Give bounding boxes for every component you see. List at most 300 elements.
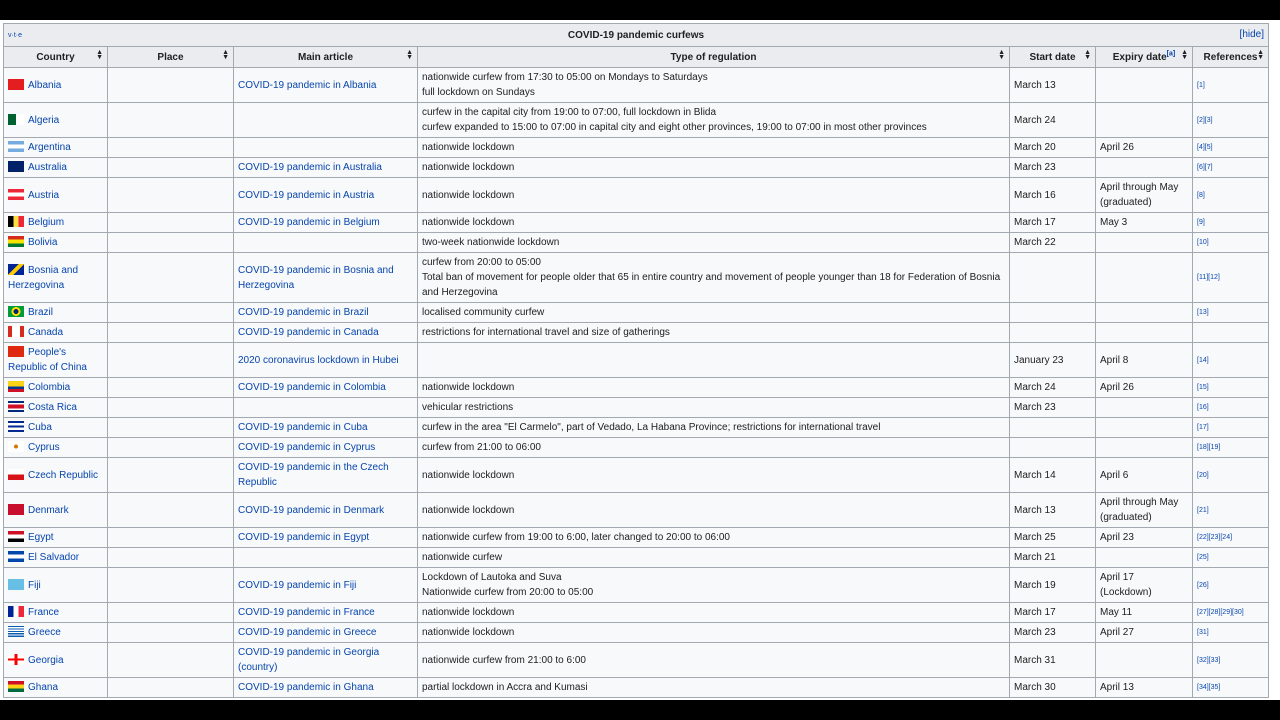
flag-icon xyxy=(8,216,24,227)
table-row xyxy=(4,623,1269,643)
start-date-cell: March 19 xyxy=(1010,568,1096,603)
place-cell xyxy=(108,528,234,548)
expiry-date-cell xyxy=(1096,323,1193,343)
table-title: COVID-19 pandemic curfews xyxy=(567,29,705,41)
main-article-cell xyxy=(234,178,418,213)
reference-link[interactable]: [25] xyxy=(1197,554,1209,561)
references-cell xyxy=(1193,568,1269,603)
place-cell xyxy=(108,678,234,698)
main-article-cell xyxy=(234,303,418,323)
table-row xyxy=(4,323,1269,343)
references-cell xyxy=(1193,493,1269,528)
main-article-link[interactable]: COVID-19 pandemic in Georgia (country) xyxy=(238,647,380,673)
regulation-cell xyxy=(418,303,1010,323)
expiry-date-cell xyxy=(1096,303,1193,323)
country-cell xyxy=(4,178,108,213)
flag-icon xyxy=(8,531,24,542)
table-row xyxy=(4,493,1269,528)
reference-link[interactable]: [1] xyxy=(1197,81,1205,89)
main-article-cell xyxy=(234,68,418,103)
expiry-date-cell xyxy=(1096,438,1193,458)
references-cell xyxy=(1193,253,1269,303)
place-cell xyxy=(108,438,234,458)
references-cell xyxy=(1193,603,1269,623)
references-cell xyxy=(1193,343,1269,378)
main-article-link[interactable]: COVID-19 pandemic in Albania xyxy=(238,79,377,91)
col-country-label: Country xyxy=(36,51,75,63)
country-link[interactable]: Fiji xyxy=(28,579,41,591)
country-link[interactable]: Algeria xyxy=(28,114,60,126)
main-article-link[interactable]: COVID-19 pandemic in Ghana xyxy=(238,682,374,693)
regulation-cell xyxy=(418,253,1010,303)
country-link[interactable]: Colombia xyxy=(28,382,71,393)
country-link[interactable]: Greece xyxy=(28,627,61,638)
expiry-note-link[interactable]: [a] xyxy=(1166,50,1176,58)
country-cell xyxy=(4,438,108,458)
references-cell xyxy=(1193,213,1269,233)
start-date-cell xyxy=(1010,323,1096,343)
flag-icon xyxy=(8,681,24,692)
expiry-date-cell xyxy=(1096,643,1193,678)
place-cell xyxy=(108,343,234,378)
table-row xyxy=(4,343,1269,378)
main-article-cell xyxy=(234,548,418,568)
references-cell xyxy=(1193,528,1269,548)
sort-icon[interactable]: ▲ ▼ xyxy=(222,49,229,61)
start-date-cell: March 17 xyxy=(1010,213,1096,233)
main-article-cell xyxy=(234,233,418,253)
country-link[interactable]: El Salvador xyxy=(28,552,80,563)
expiry-date-cell: May 3 xyxy=(1096,213,1193,233)
regulation-text: curfew expanded to 15:00 to 07:00 in capital city and eight other provinces, 19:00 to 07:00 in most other provinces xyxy=(422,122,927,133)
regulation-text: nationwide lockdown xyxy=(422,217,515,228)
flag-icon xyxy=(8,189,24,200)
start-date-cell: March 21 xyxy=(1010,548,1096,568)
flag-icon xyxy=(8,626,24,637)
main-article-link[interactable]: COVID-19 pandemic in Denmark xyxy=(238,504,385,516)
main-article-link[interactable]: COVID-19 pandemic in Cyprus xyxy=(238,442,376,453)
start-date-cell: March 23 xyxy=(1010,398,1096,418)
expiry-date-cell: April 13 xyxy=(1096,678,1193,698)
main-article-cell xyxy=(234,158,418,178)
reference-link[interactable]: [10] xyxy=(1197,239,1209,246)
start-date-cell: March 23 xyxy=(1010,623,1096,643)
references-cell xyxy=(1193,378,1269,398)
reference-link[interactable]: [21] xyxy=(1197,506,1209,514)
expiry-date-cell: April 23 xyxy=(1096,528,1193,548)
place-cell xyxy=(108,138,234,158)
main-article-cell xyxy=(234,678,418,698)
country-cell xyxy=(4,303,108,323)
regulation-text: vehicular restrictions xyxy=(422,402,514,413)
references-cell xyxy=(1193,233,1269,253)
references-cell xyxy=(1193,323,1269,343)
expiry-date-cell xyxy=(1096,103,1193,138)
expiry-date-cell xyxy=(1096,233,1193,253)
col-main-article[interactable] xyxy=(234,47,418,68)
country-link[interactable]: Albania xyxy=(28,79,62,91)
flag-icon xyxy=(8,141,24,152)
sort-icon[interactable]: ▲ ▼ xyxy=(1084,49,1091,61)
country-cell xyxy=(4,493,108,528)
country-link[interactable]: Czech Republic xyxy=(28,469,99,481)
regulation-cell xyxy=(418,568,1010,603)
regulation-text: nationwide lockdown xyxy=(422,189,515,201)
country-cell xyxy=(4,568,108,603)
main-article-cell xyxy=(234,438,418,458)
main-article-cell xyxy=(234,138,418,158)
expiry-date-cell: April through May (graduated) xyxy=(1096,178,1193,213)
regulation-text: localised community curfew xyxy=(422,307,545,318)
vte-links[interactable]: v·t·e xyxy=(8,32,22,39)
place-cell xyxy=(108,213,234,233)
main-article-cell xyxy=(234,643,418,678)
expiry-date-cell: April through May (graduated) xyxy=(1096,493,1193,528)
regulation-text: nationwide lockdown xyxy=(422,627,515,638)
hide-button[interactable]: [hide] xyxy=(1239,29,1265,40)
country-link[interactable]: Austria xyxy=(28,189,60,201)
main-article-link[interactable]: 2020 coronavirus lockdown in Hubei xyxy=(238,354,399,366)
country-cell xyxy=(4,418,108,438)
col-type[interactable] xyxy=(418,47,1010,68)
reference-link[interactable]: [14] xyxy=(1197,356,1209,364)
table-row xyxy=(4,253,1269,303)
sort-icon[interactable]: ▲ ▼ xyxy=(96,49,103,61)
main-article-link[interactable]: COVID-19 pandemic in Colombia xyxy=(238,382,386,393)
place-cell xyxy=(108,103,234,138)
regulation-text: nationwide curfew from 17:30 to 05:00 on Mondays to Saturdays xyxy=(422,72,708,83)
main-article-cell xyxy=(234,378,418,398)
regulation-text: nationwide lockdown xyxy=(422,142,515,153)
main-article-link[interactable]: COVID-19 pandemic in Brazil xyxy=(238,307,369,318)
flag-icon xyxy=(8,469,24,480)
country-link[interactable]: Denmark xyxy=(28,504,69,516)
references-cell xyxy=(1193,548,1269,568)
col-expiry-label: Expiry date xyxy=(1112,51,1167,63)
wiki-page xyxy=(0,20,1280,700)
reference-link[interactable]: [6][7] xyxy=(1197,164,1213,171)
start-date-cell: March 13 xyxy=(1010,68,1096,103)
table-row xyxy=(4,68,1269,103)
col-expiry[interactable] xyxy=(1096,47,1193,68)
col-refs-label: References xyxy=(1203,51,1258,63)
main-article-cell xyxy=(234,213,418,233)
reference-link[interactable]: [4][5] xyxy=(1197,144,1213,151)
table-row xyxy=(4,418,1269,438)
main-article-link[interactable]: COVID-19 pandemic in Egypt xyxy=(238,532,370,543)
country-cell xyxy=(4,623,108,643)
country-link[interactable]: Bolivia xyxy=(28,237,58,248)
reference-link[interactable]: [20] xyxy=(1197,471,1209,479)
regulation-text: Lockdown of Lautoka and Suva xyxy=(422,572,562,583)
start-date-cell: March 17 xyxy=(1010,603,1096,623)
table-row xyxy=(4,378,1269,398)
place-cell xyxy=(108,548,234,568)
table-row xyxy=(4,213,1269,233)
country-cell xyxy=(4,103,108,138)
reference-link[interactable]: [16] xyxy=(1197,404,1209,411)
references-cell xyxy=(1193,438,1269,458)
table-row xyxy=(4,158,1269,178)
expiry-date-cell xyxy=(1096,418,1193,438)
country-cell xyxy=(4,253,108,303)
regulation-cell xyxy=(418,528,1010,548)
country-link[interactable]: Brazil xyxy=(28,307,54,318)
bottom-bar xyxy=(0,700,1280,720)
main-article-link[interactable]: COVID-19 pandemic in Austria xyxy=(238,189,375,201)
col-main-article-label: Main article xyxy=(297,51,354,63)
regulation-text: curfew from 20:00 to 05:00 xyxy=(422,257,541,268)
flag-icon xyxy=(8,421,24,432)
table-row xyxy=(4,398,1269,418)
regulation-text: nationwide lockdown xyxy=(422,504,515,516)
flag-icon xyxy=(8,79,24,90)
regulation-text: Total ban of movement for people older that 65 in entire country and movement of people younger than 18 for Federation of Bosnia and Herzegovina xyxy=(422,272,1001,298)
place-cell xyxy=(108,603,234,623)
country-cell xyxy=(4,678,108,698)
regulation-cell xyxy=(418,233,1010,253)
expiry-date-cell xyxy=(1096,253,1193,303)
flag-icon xyxy=(8,236,24,247)
country-cell xyxy=(4,603,108,623)
reference-link[interactable]: [34][35] xyxy=(1197,684,1221,691)
country-link[interactable]: France xyxy=(28,607,60,618)
flag-icon xyxy=(8,606,24,617)
reference-link[interactable]: [11][12] xyxy=(1197,274,1220,281)
regulation-text: Nationwide curfew from 20:00 to 05:00 xyxy=(422,587,594,598)
reference-link[interactable]: [32][33] xyxy=(1197,656,1221,664)
country-link[interactable]: Belgium xyxy=(28,217,65,228)
regulation-cell xyxy=(418,678,1010,698)
references-cell xyxy=(1193,623,1269,643)
country-link[interactable]: Georgia xyxy=(28,654,64,666)
flag-icon xyxy=(8,551,24,562)
country-link[interactable]: Argentina xyxy=(28,142,71,153)
table-row xyxy=(4,568,1269,603)
table-row xyxy=(4,643,1269,678)
reference-link[interactable]: [22][23][24] xyxy=(1197,534,1233,541)
main-article-link[interactable]: COVID-19 pandemic in Greece xyxy=(238,627,377,638)
navbox-title-bar xyxy=(4,24,1269,47)
expiry-date-cell: April 27 xyxy=(1096,623,1193,643)
country-cell xyxy=(4,528,108,548)
main-article-cell xyxy=(234,323,418,343)
references-cell xyxy=(1193,178,1269,213)
reference-link[interactable]: [17] xyxy=(1197,424,1209,431)
country-cell xyxy=(4,213,108,233)
table-row xyxy=(4,678,1269,698)
regulation-cell xyxy=(418,323,1010,343)
table-row xyxy=(4,458,1269,493)
regulation-text: partial lockdown in Accra and Kumasi xyxy=(422,682,588,693)
flag-icon xyxy=(8,381,24,392)
sort-icon[interactable]: ▲ ▼ xyxy=(1257,49,1265,61)
expiry-date-cell: May 11 xyxy=(1096,603,1193,623)
regulation-cell xyxy=(418,378,1010,398)
place-cell xyxy=(108,623,234,643)
start-date-cell xyxy=(1010,438,1096,458)
country-cell xyxy=(4,378,108,398)
country-cell xyxy=(4,158,108,178)
flag-icon xyxy=(8,441,24,452)
place-cell xyxy=(108,568,234,603)
start-date-cell: March 13 xyxy=(1010,493,1096,528)
curfews-table xyxy=(3,23,1269,698)
main-article-cell xyxy=(234,568,418,603)
start-date-cell: March 16 xyxy=(1010,178,1096,213)
flag-icon xyxy=(8,579,24,590)
flag-icon xyxy=(8,654,24,665)
regulation-cell xyxy=(418,138,1010,158)
expiry-date-cell: April 26 xyxy=(1096,378,1193,398)
table-row xyxy=(4,603,1269,623)
table-row xyxy=(4,528,1269,548)
country-cell xyxy=(4,398,108,418)
reference-link[interactable]: [8] xyxy=(1197,191,1205,199)
main-article-link[interactable]: COVID-19 pandemic in Belgium xyxy=(238,217,380,228)
regulation-text: nationwide lockdown xyxy=(422,382,515,393)
place-cell xyxy=(108,178,234,213)
main-article-link[interactable]: COVID-19 pandemic in Bosnia and Herzegovina xyxy=(238,264,394,291)
sort-icon[interactable]: ▲ ▼ xyxy=(998,49,1005,61)
main-article-link[interactable]: COVID-19 pandemic in France xyxy=(238,607,375,618)
expiry-date-cell xyxy=(1096,398,1193,418)
col-start[interactable] xyxy=(1010,47,1096,68)
col-refs[interactable] xyxy=(1193,47,1269,68)
flag-icon xyxy=(8,326,24,337)
reference-link[interactable]: [26] xyxy=(1197,581,1209,589)
table-row xyxy=(4,303,1269,323)
place-cell xyxy=(108,233,234,253)
main-article-link[interactable]: COVID-19 pandemic in Fiji xyxy=(238,579,357,591)
sort-icon[interactable]: ▲ ▼ xyxy=(1181,49,1188,61)
place-cell xyxy=(108,493,234,528)
references-cell xyxy=(1193,458,1269,493)
col-country[interactable] xyxy=(4,47,108,68)
main-article-link[interactable]: COVID-19 pandemic in the Czech Republic xyxy=(238,462,389,488)
col-place[interactable] xyxy=(108,47,234,68)
main-article-cell xyxy=(234,458,418,493)
regulation-cell xyxy=(418,343,1010,378)
references-cell xyxy=(1193,678,1269,698)
place-cell xyxy=(108,303,234,323)
table-row xyxy=(4,178,1269,213)
main-article-cell xyxy=(234,623,418,643)
col-start-label: Start date xyxy=(1029,51,1076,63)
reference-link[interactable]: [9] xyxy=(1197,219,1205,226)
flag-icon xyxy=(8,504,24,515)
start-date-cell: January 23 xyxy=(1010,343,1096,378)
reference-link[interactable]: [18][19] xyxy=(1197,444,1221,451)
regulation-cell xyxy=(418,158,1010,178)
country-cell xyxy=(4,138,108,158)
main-article-cell xyxy=(234,528,418,548)
place-cell xyxy=(108,643,234,678)
col-place-label: Place xyxy=(157,51,184,63)
start-date-cell: March 20 xyxy=(1010,138,1096,158)
main-article-link[interactable]: COVID-19 pandemic in Canada xyxy=(238,327,379,338)
regulation-text: nationwide lockdown xyxy=(422,607,515,618)
expiry-date-cell: April 8 xyxy=(1096,343,1193,378)
regulation-cell xyxy=(418,603,1010,623)
country-link[interactable]: Bosnia and Herzegovina xyxy=(8,264,79,291)
regulation-text: nationwide curfew from 21:00 to 6:00 xyxy=(422,654,586,666)
references-cell xyxy=(1193,103,1269,138)
reference-link[interactable]: [31] xyxy=(1197,629,1209,636)
place-cell xyxy=(108,458,234,493)
country-link[interactable]: Cuba xyxy=(28,422,52,433)
country-link[interactable]: Costa Rica xyxy=(28,402,77,413)
main-article-link[interactable]: COVID-19 pandemic in Australia xyxy=(238,162,382,173)
country-link[interactable]: People's Republic of China xyxy=(8,347,87,373)
regulation-text: curfew in the area "El Carmelo", part of Vedado, La Habana Province; restrictions for international travel xyxy=(422,422,881,433)
start-date-cell: March 23 xyxy=(1010,158,1096,178)
place-cell xyxy=(108,323,234,343)
country-cell xyxy=(4,68,108,103)
expiry-date-cell xyxy=(1096,158,1193,178)
regulation-text: full lockdown on Sundays xyxy=(422,87,535,98)
expiry-date-cell: April 17 (Lockdown) xyxy=(1096,568,1193,603)
country-link[interactable]: Canada xyxy=(28,327,64,338)
regulation-text: nationwide curfew xyxy=(422,552,503,563)
place-cell xyxy=(108,398,234,418)
sort-icon[interactable]: ▲ ▼ xyxy=(406,49,413,61)
table-body xyxy=(4,68,1269,698)
references-cell xyxy=(1193,138,1269,158)
main-article-cell xyxy=(234,343,418,378)
references-cell xyxy=(1193,303,1269,323)
main-article-link[interactable]: COVID-19 pandemic in Cuba xyxy=(238,422,368,433)
expiry-date-cell: April 6 xyxy=(1096,458,1193,493)
regulation-cell xyxy=(418,458,1010,493)
flag-icon xyxy=(8,306,24,317)
regulation-text: two-week nationwide lockdown xyxy=(422,237,560,248)
place-cell xyxy=(108,68,234,103)
references-cell xyxy=(1193,643,1269,678)
regulation-text: curfew from 21:00 to 06:00 xyxy=(422,442,541,453)
reference-link[interactable]: [27][28][29][30] xyxy=(1197,609,1244,616)
place-cell xyxy=(108,378,234,398)
expiry-date-cell xyxy=(1096,548,1193,568)
country-link[interactable]: Cyprus xyxy=(28,442,60,453)
start-date-cell xyxy=(1010,253,1096,303)
country-link[interactable]: Egypt xyxy=(28,532,54,543)
country-cell xyxy=(4,343,108,378)
regulation-text: nationwide curfew from 19:00 to 6:00, later changed to 20:00 to 06:00 xyxy=(422,532,730,543)
country-link[interactable]: Australia xyxy=(28,162,67,173)
reference-link[interactable]: [2][3] xyxy=(1197,116,1213,124)
references-cell xyxy=(1193,68,1269,103)
country-cell xyxy=(4,643,108,678)
start-date-cell xyxy=(1010,418,1096,438)
table-row xyxy=(4,103,1269,138)
reference-link[interactable]: [13] xyxy=(1197,309,1209,316)
start-date-cell xyxy=(1010,303,1096,323)
start-date-cell: March 25 xyxy=(1010,528,1096,548)
reference-link[interactable]: [15] xyxy=(1197,384,1209,391)
regulation-text: nationwide lockdown xyxy=(422,469,515,481)
flag-icon xyxy=(8,346,24,357)
regulation-cell xyxy=(418,623,1010,643)
start-date-cell: March 22 xyxy=(1010,233,1096,253)
place-cell xyxy=(108,158,234,178)
start-date-cell: March 30 xyxy=(1010,678,1096,698)
country-link[interactable]: Ghana xyxy=(28,682,59,693)
table-row xyxy=(4,548,1269,568)
country-cell xyxy=(4,548,108,568)
regulation-cell xyxy=(418,438,1010,458)
start-date-cell: March 14 xyxy=(1010,458,1096,493)
